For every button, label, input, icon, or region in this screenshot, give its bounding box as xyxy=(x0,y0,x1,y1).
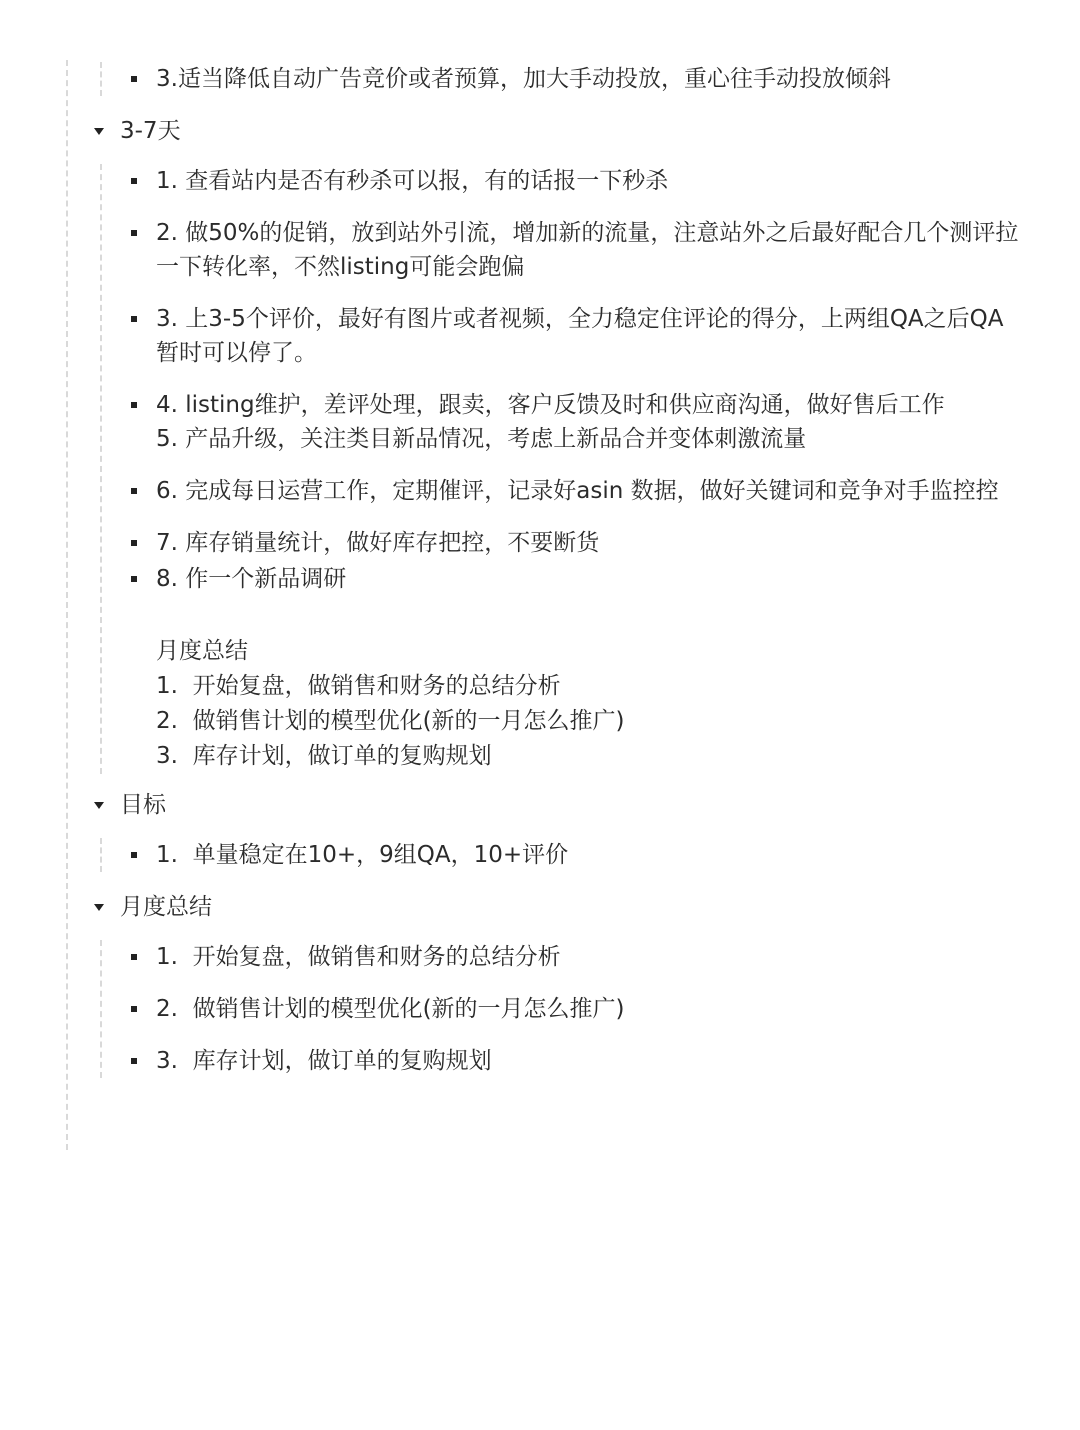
section-title: 3-7天 xyxy=(120,118,181,144)
empty-page-area xyxy=(0,1160,1080,1430)
intro-children xyxy=(100,62,1080,96)
bullet-icon xyxy=(131,1058,137,1064)
bullet-icon xyxy=(131,230,137,236)
list-item[interactable]: 1. 单量稳定在10+，9组QA，10+评价 xyxy=(102,838,1080,872)
bullet-icon xyxy=(131,540,137,546)
section-children-3-7 xyxy=(100,164,1080,774)
bullet-icon xyxy=(131,954,137,960)
note-title: 月度总结 xyxy=(156,638,248,664)
list-item[interactable]: 4. listing维护，差评处理，跟卖，客户反馈及时和供应商沟通，做好售后工作 5. 产品升级，关注类目新品情况，考虑上新品合并变体刺激流量 xyxy=(102,388,1080,456)
section-title: 月度总结 xyxy=(120,894,212,920)
item-note-block[interactable] xyxy=(102,634,1080,774)
section-title: 目标 xyxy=(120,792,166,818)
list-item[interactable]: 2. 做50%的促销，放到站外引流，增加新的流量，注意站外之后最好配合几个测评拉一下转化率，不然listing可能会跑偏 xyxy=(102,216,1080,284)
section-heading-goal[interactable] xyxy=(0,788,1080,822)
bullet-icon xyxy=(131,488,137,494)
note-line: 1. 开始复盘，做销售和财务的总结分析 xyxy=(156,673,561,699)
list-item[interactable]: 3.适当降低自动广告竞价或者预算，加大手动投放，重心往手动投放倾斜 xyxy=(102,62,1080,96)
list-item[interactable]: 3. 库存计划，做订单的复购规划 xyxy=(102,1044,1080,1078)
bullet-icon xyxy=(131,316,137,322)
note-line: 2. 做销售计划的模型优化(新的一月怎么推广) xyxy=(156,708,625,734)
bullet-icon xyxy=(131,1006,137,1012)
list-item[interactable]: 3. 上3-5个评价，最好有图片或者视频，全力稳定住评论的得分，上两组QA之后QA暂时可以停了。 xyxy=(102,302,1080,370)
list-item[interactable]: 6. 完成每日运营工作，定期催评，记录好asin 数据，做好关键词和竞争对手监控控 xyxy=(102,474,1080,508)
collapse-triangle-icon[interactable] xyxy=(94,802,104,809)
list-item[interactable]: 1. 开始复盘，做销售和财务的总结分析 xyxy=(102,940,1080,974)
bullet-icon xyxy=(131,402,137,408)
bullet-icon xyxy=(131,76,137,82)
list-item[interactable]: 1. 查看站内是否有秒杀可以报，有的话报一下秒杀 xyxy=(102,164,1080,198)
section-children-goal xyxy=(100,838,1080,872)
outline-document xyxy=(0,62,1080,1096)
section-children-monthly-summary xyxy=(100,940,1080,1078)
bullet-icon xyxy=(131,576,137,582)
list-item[interactable]: 7. 库存销量统计，做好库存把控，不要断货 xyxy=(102,526,1080,560)
collapse-triangle-icon[interactable] xyxy=(94,128,104,135)
section-heading-3-7[interactable] xyxy=(0,114,1080,148)
bullet-icon xyxy=(131,178,137,184)
note-line: 3. 库存计划，做订单的复购规划 xyxy=(156,743,492,769)
list-item[interactable]: 8. 作一个新品调研 xyxy=(102,562,1080,596)
bullet-icon xyxy=(131,852,137,858)
section-heading-monthly-summary[interactable] xyxy=(0,890,1080,924)
list-item[interactable]: 2. 做销售计划的模型优化(新的一月怎么推广) xyxy=(102,992,1080,1026)
collapse-triangle-icon[interactable] xyxy=(94,904,104,911)
